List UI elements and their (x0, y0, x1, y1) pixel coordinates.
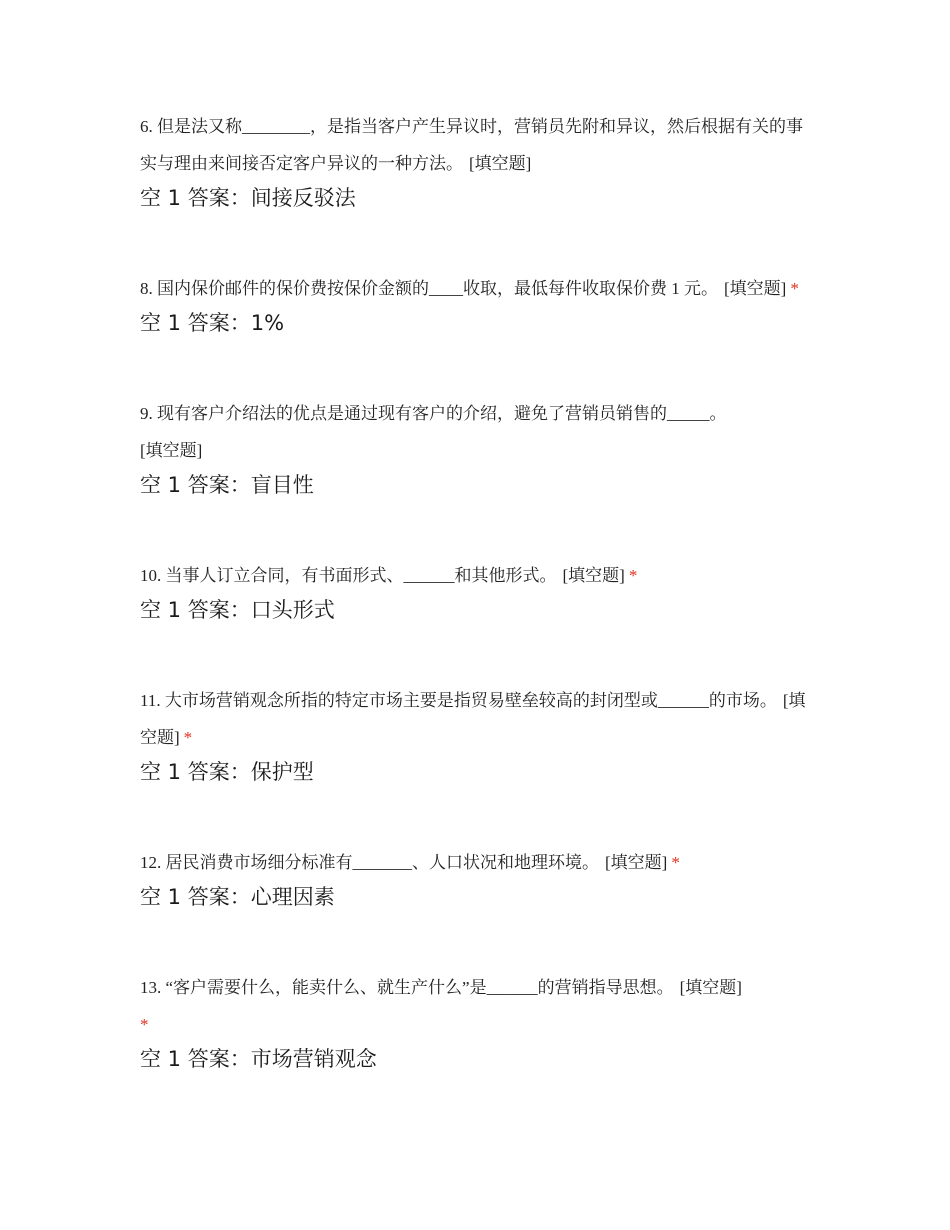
question-text (140, 557, 815, 594)
answer-line: 空 1 答案：心理因素 (140, 885, 335, 909)
question-type-label: [填空题] (140, 691, 806, 747)
question-type-label: [填空题] (562, 566, 625, 585)
question-type-label: [填空题] (469, 154, 532, 173)
question-text (140, 682, 815, 756)
answer-line: 空 1 答案：保护型 (140, 760, 314, 784)
required-asterisk: * (671, 853, 680, 872)
question-6 (140, 108, 815, 212)
question-stem: 12. 居民消费市场细分标准有_______、人口状况和地理环境。 (140, 853, 599, 872)
question-type-label: [填空题] (679, 978, 742, 997)
question-stem: 10. 当事人订立合同，有书面形式、______和其他形式。 (140, 566, 557, 585)
answer-line: 空 1 答案：1% (140, 311, 285, 335)
answer-line: 空 1 答案：盲目性 (140, 473, 314, 497)
question-type-label: [填空题] (140, 441, 203, 460)
required-asterisk: * (183, 728, 193, 747)
question-9 (140, 395, 815, 499)
answer-line: 空 1 答案：市场营销观念 (140, 1047, 377, 1071)
required-asterisk: * (140, 1015, 149, 1034)
required-asterisk: * (790, 279, 799, 298)
question-11 (140, 682, 815, 786)
answer-line: 空 1 答案：口头形式 (140, 598, 335, 622)
document-page (140, 108, 815, 1073)
question-stem: 6. 但是法又称________，是指当客户产生异议时，营销员先附和异议，然后根据有关的事实与理由来间接否定客户异议的一种方法。 (140, 117, 803, 173)
question-text (140, 270, 815, 307)
answer-line: 空 1 答案：间接反驳法 (140, 186, 356, 210)
required-asterisk: * (628, 566, 638, 585)
question-stem: 11. 大市场营销观念所指的特定市场主要是指贸易壁垒较高的封闭型或______的市场。 (140, 691, 777, 710)
question-stem: 8. 国内保价邮件的保价费按保价金额的____收取，最低每件收取保价费 1 元。 (140, 279, 718, 298)
question-8 (140, 270, 815, 337)
question-13 (140, 969, 815, 1073)
question-text (140, 969, 815, 1043)
question-10 (140, 557, 815, 624)
question-stem: 9. 现有客户介绍法的优点是通过现有客户的介绍，避免了营销员销售的_____。 (140, 404, 727, 423)
question-type-label: [填空题] (724, 279, 787, 298)
question-text (140, 395, 815, 469)
question-12 (140, 844, 815, 911)
question-text (140, 844, 815, 881)
question-text (140, 108, 815, 182)
question-stem: 13. “客户需要什么，能卖什么、就生产什么”是______的营销指导思想。 (140, 978, 674, 997)
question-type-label: [填空题] (605, 853, 668, 872)
